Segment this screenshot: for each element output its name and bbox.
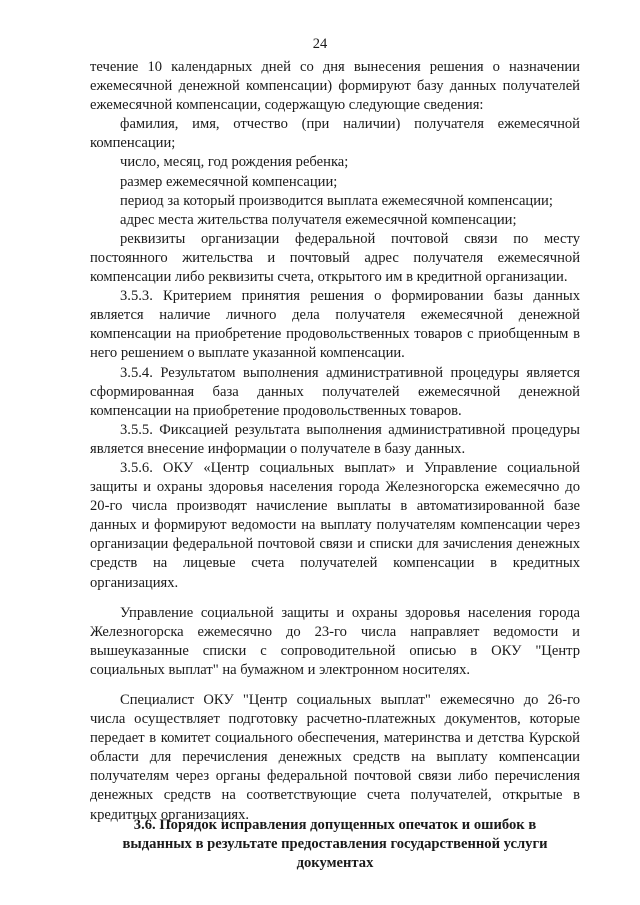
clause-3-5-5: 3.5.5. Фиксацией результата выполнения административной процедуры является внесение информации о получателе в базу данных. [90, 421, 580, 457]
paragraph-social-protection: Управление социальной защиты и охраны здоровья населения города Железногорска ежемесячно до 23-го числа направляет ведомости и вышеуказанные списки с сопроводительной описью в ОКУ "Центр социальных выплат" на бумажном и электронном носителях. [90, 604, 580, 678]
list-item-full-name: фамилия, имя, отчество (при наличии) получателя ежемесячной компенсации; [90, 116, 580, 152]
paragraph-continuation: течение 10 календарных дней со дня вынесения решения о назначении ежемесячной денежной компенсации) формируют базу данных получателей ежемесячной компенсации, содержащую следующие сведения: [90, 59, 580, 114]
document-body [90, 58, 580, 825]
clause-3-5-6: 3.5.6. ОКУ «Центр социальных выплат» и Управление социальной защиты и охраны здоровья населения города Железногорска ежемесячно до 20-го числа производят начисление выплаты в автоматизированной базе данных и формируют ведомости на выплату получателям компенсации через организации федеральной почтовой связи и списки для зачисления денежных средств на лицевые счета получателей компенсации в кредитных организациях. [90, 459, 580, 591]
section-heading-3-6: 3.6. Порядок исправления допущенных опечаток и ошибок в выданных в результате предоставления государственной услуги документах [122, 817, 548, 872]
list-item-birth-date: число, месяц, год рождения ребенка; [120, 154, 349, 171]
list-item-compensation-amount: размер ежемесячной компенсации; [120, 173, 338, 190]
clause-3-5-4: 3.5.4. Результатом выполнения административной процедуры является сформированная база данных получателей ежемесячной денежной компенсации на приобретение продовольственных товаров. [90, 364, 580, 419]
paragraph-specialist: Специалист ОКУ "Центр социальных выплат" ежемесячно до 26-го числа осуществляет подготовку расчетно-платежных документов, которые передает в комитет социального обеспечения, материнства и детства Курской области для перечисления денежных средств на выплату компенсации получателям через органы федеральной почтовой связи либо перечисления денежных средств на соответствующие счета получателей, открытые в кредитных организациях. [90, 692, 580, 823]
list-item-residence-address: адрес места жительства получателя ежемесячной компенсации; [120, 211, 517, 228]
list-item-postal-details: реквизиты организации федеральной почтовой связи по месту постоянного жительства и почтовый адрес получателя ежемесячной компенсации либо реквизиты счета, открытого им в кредитной организации. [90, 230, 580, 286]
list-item-payment-period: период за который производится выплата ежемесячной компенсации; [120, 192, 553, 209]
page-number: 24 [312, 36, 328, 52]
clause-3-5-3: 3.5.3. Критерием принятия решения о формировании базы данных является наличие личного дела получателя ежемесячной денежной компенсации на приобретение продовольственных товаров с приобщенным в него решением о выплате указанной компенсации. [90, 288, 580, 362]
